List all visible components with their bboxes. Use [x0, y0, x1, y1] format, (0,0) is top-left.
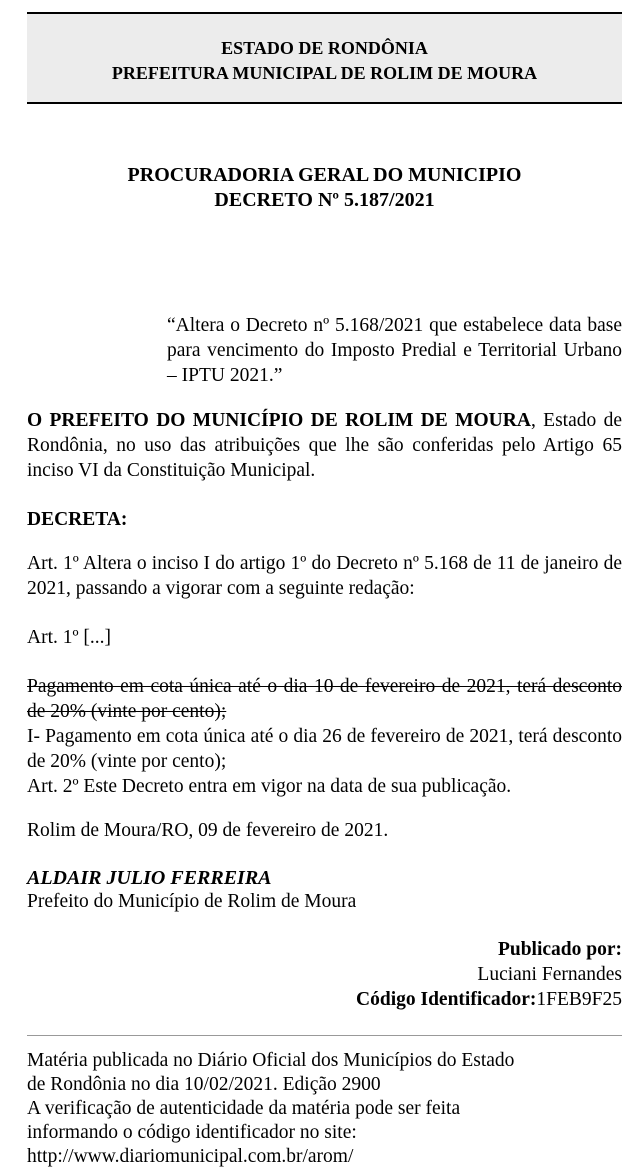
preamble-rest: , Estado de Rondônia, no uso das atribuições que lhe são conferidas pelo Artigo 65 inciso VI da Constituição Municipal.	[27, 410, 622, 481]
document-title	[27, 163, 622, 213]
title-decree-number: DECRETO Nº 5.187/2021	[214, 189, 435, 211]
footer-line-2: de Rondônia no dia 10/02/2021. Edição 2900	[27, 1074, 381, 1095]
signer-name: ALDAIR JULIO FERREIRA	[27, 867, 272, 889]
article-1-reference: Art. 1º [...]	[27, 627, 112, 648]
footer-url-link[interactable]: http://www.diariomunicipal.com.br/arom/	[27, 1146, 354, 1167]
footer-line-4: informando o código identificador no site:	[27, 1122, 357, 1143]
preamble	[27, 408, 622, 483]
amendment-block	[27, 674, 622, 799]
title-procuradoria: PROCURADORIA GERAL DO MUNICIPIO	[127, 164, 522, 186]
footer-line-1: Matéria publicada no Diário Oficial dos Municípios do Estado	[27, 1050, 515, 1071]
article-1: Art. 1º Altera o inciso I do artigo 1º do Decreto nº 5.168 de 11 de janeiro de 2021, passando a vigorar com a seguinte redação:	[27, 553, 622, 599]
ementa: “Altera o Decreto nº 5.168/2021 que estabelece data base para vencimento do Imposto Predial e Territorial Urbano – IPTU 2021.”	[167, 315, 622, 386]
article-2: Art. 2º Este Decreto entra em vigor na data de sua publicação.	[27, 776, 512, 797]
preamble-mayor: O PREFEITO DO MUNICÍPIO DE ROLIM DE MOURA	[27, 410, 531, 431]
publisher-name: Luciani Fernandes	[477, 964, 622, 985]
published-by-label: Publicado por:	[497, 939, 622, 960]
struck-inciso: Pagamento em cota única até o dia 10 de fevereiro de 2021, terá desconto de 20% (vinte por cento);	[27, 676, 622, 722]
identifier-code-label: Código Identificador:	[356, 989, 537, 1010]
place-date: Rolim de Moura/RO, 09 de fevereiro de 2021.	[27, 820, 389, 841]
header-state: ESTADO DE RONDÔNIA	[221, 38, 428, 58]
footer-line-3: A verificação de autenticidade da matéria pode ser feita	[27, 1098, 461, 1119]
header-prefeitura: PREFEITURA MUNICIPAL DE ROLIM DE MOURA	[111, 63, 538, 83]
footer-divider	[27, 1035, 622, 1036]
identifier-code: 1FEB9F25	[536, 989, 622, 1010]
header-box	[27, 12, 622, 104]
identifier-code-line	[356, 987, 622, 1012]
publication-block	[356, 937, 622, 1012]
decreta-heading: DECRETA:	[27, 509, 128, 530]
new-inciso: I- Pagamento em cota única até o dia 26 de fevereiro de 2021, terá desconto de 20% (vinte por cento);	[27, 726, 622, 772]
footer-notice	[27, 1049, 622, 1169]
signer-role: Prefeito do Município de Rolim de Moura	[27, 891, 357, 912]
